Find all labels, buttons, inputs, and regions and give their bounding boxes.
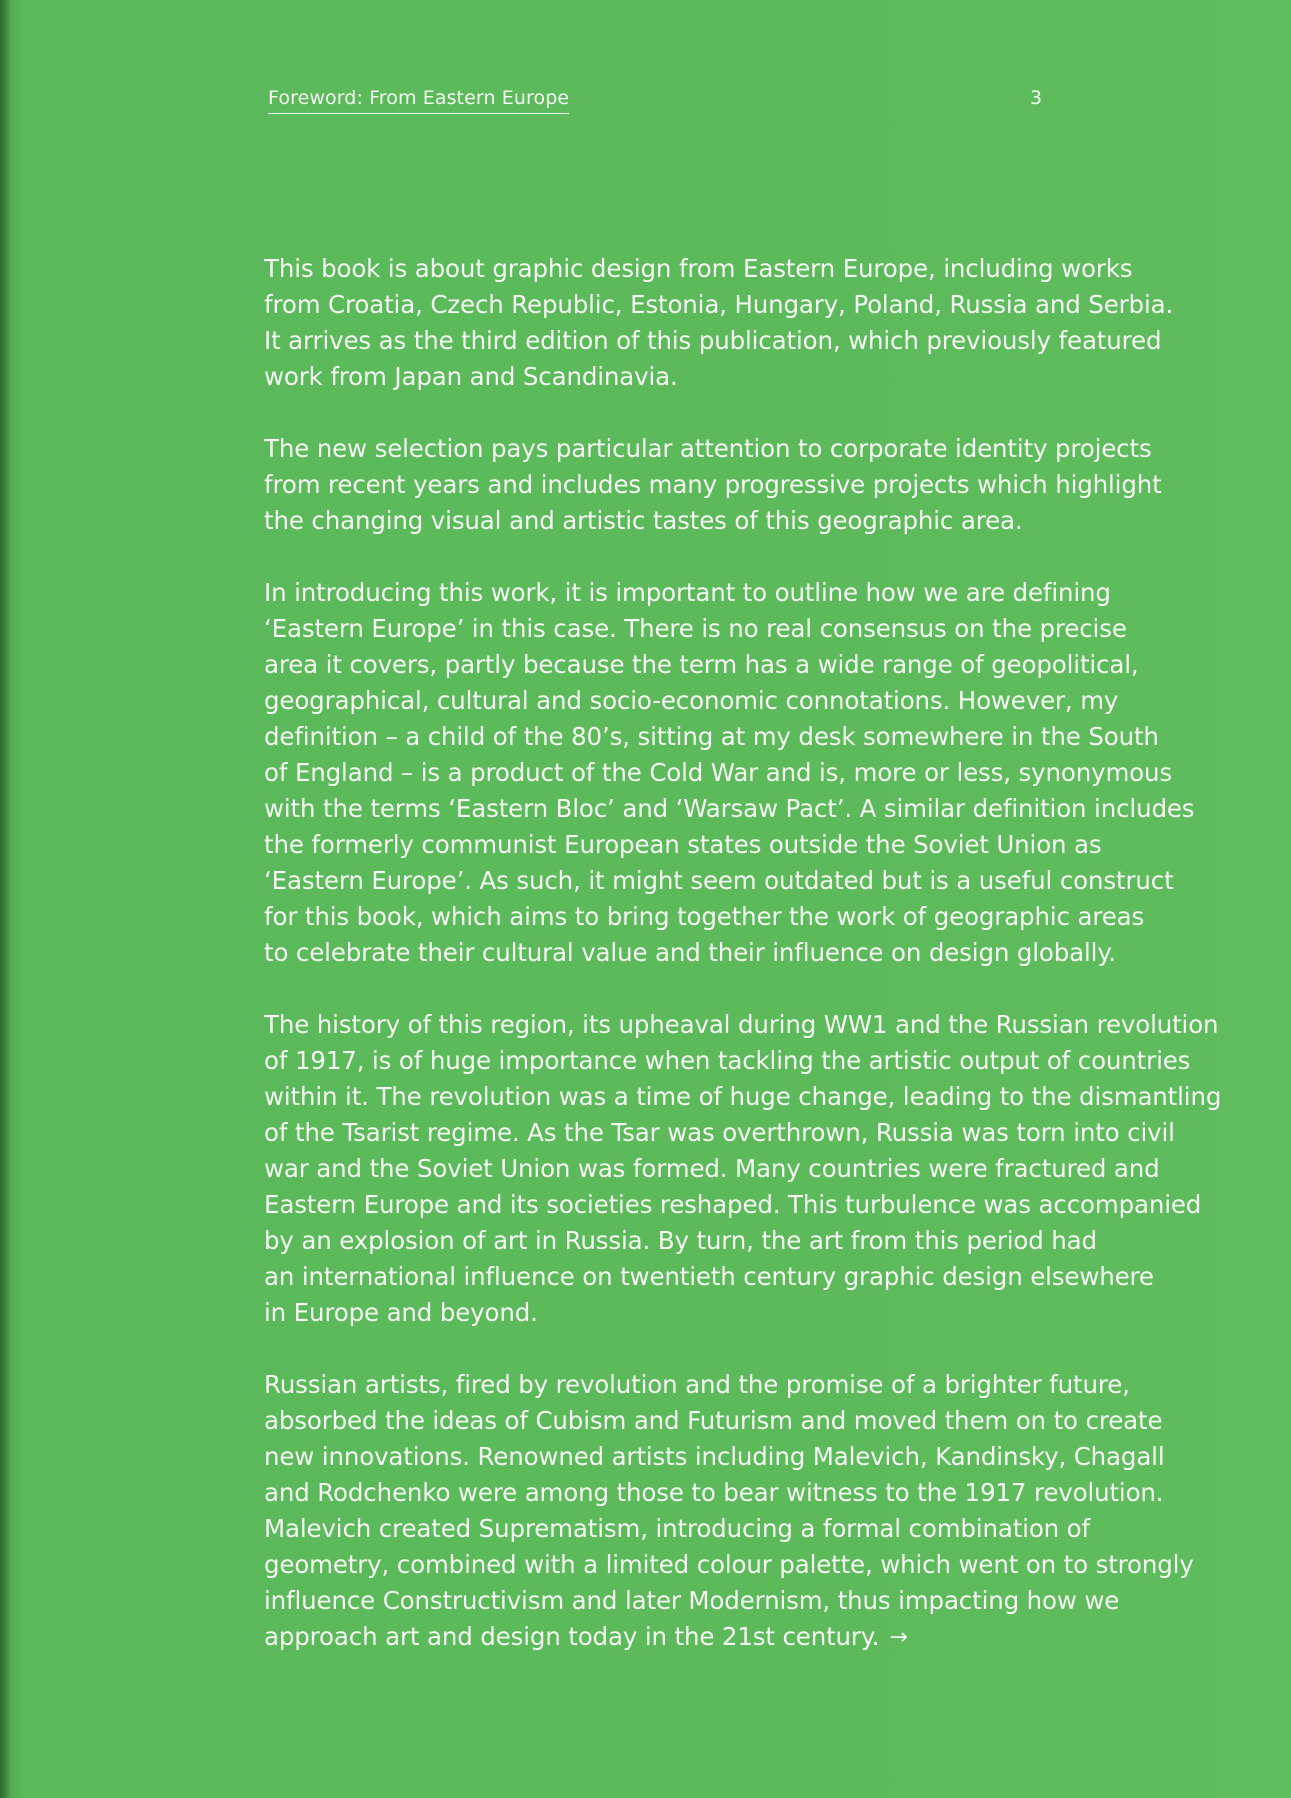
paragraph-4: The history of this region, its upheaval during WW1 and the Russian revolution of 1917, is of huge importance when tackling the artistic output of countries within it. The revolution was a time of huge change, leading to the dismantling of the Tsarist regime. As the Tsar was overthrown, Russia was torn into civil war and the Soviet Union was formed. Many countries were fractured and Eastern Europe and its societies reshaped. This turbulence was accompanied by an explosion of art in Russia. By turn, the art from this period had an international influence on twentieth century graphic design elsewhere in Europe and beyond. xyxy=(264,1010,1222,1327)
paragraph-1: This book is about graphic design from Eastern Europe, including works from Croatia, Czech Republic, Estonia, Hungary, Poland, Russia and Serbia. It arrives as the third edition of this publication, which previously featured work from Japan and Scandinavia. xyxy=(264,254,1174,391)
page-number: 3 xyxy=(1030,87,1043,109)
paragraph-5 xyxy=(264,1367,1264,1655)
paragraph-3: In introducing this work, it is important to outline how we are defining ‘Eastern Europe’ in this case. There is no real consensus on the precise area it covers, partly because the term has a wide range of geopolitical, geographical, cultural and socio-economic connotations. However, my definition – a child of the 80’s, sitting at my desk somewhere in the South of England – is a product of the Cold War and is, more or less, synonymous with the terms ‘Eastern Bloc’ and ‘Warsaw Pact’. A similar definition includes the formerly communist European states outside the Soviet Union as ‘Eastern Europe’. As such, it might seem outdated but is a useful construct for this book, which aims to bring together the work of geographic areas to celebrate their cultural value and their influence on design globally. xyxy=(264,578,1195,967)
paragraph-5-text: Russian artists, fired by revolution and the promise of a brighter future, absorbed the ideas of Cubism and Futurism and moved them on to create new innovations. Renowned artists including Malevich, Kandinsky, Chagall and Rodchenko were among those to bear witness to the 1917 revolution. Malevich created Suprematism, introducing a formal combination of geometry, combined with a limited colour palette, which went on to strongly influence Constructivism and later Modernism, thus impacting how we approach art and design today in the 21st century. xyxy=(264,1370,1194,1651)
running-head xyxy=(268,88,1048,118)
section-title: Foreword: From Eastern Europe xyxy=(268,88,569,114)
foreword-body xyxy=(264,251,1264,1655)
continue-arrow-icon: → xyxy=(889,1625,908,1650)
spine-shadow xyxy=(0,0,12,1798)
paragraph-2: The new selection pays particular attention to corporate identity projects from recent years and includes many progressive projects which highlight the changing visual and artistic tastes of this geographic area. xyxy=(264,434,1162,535)
